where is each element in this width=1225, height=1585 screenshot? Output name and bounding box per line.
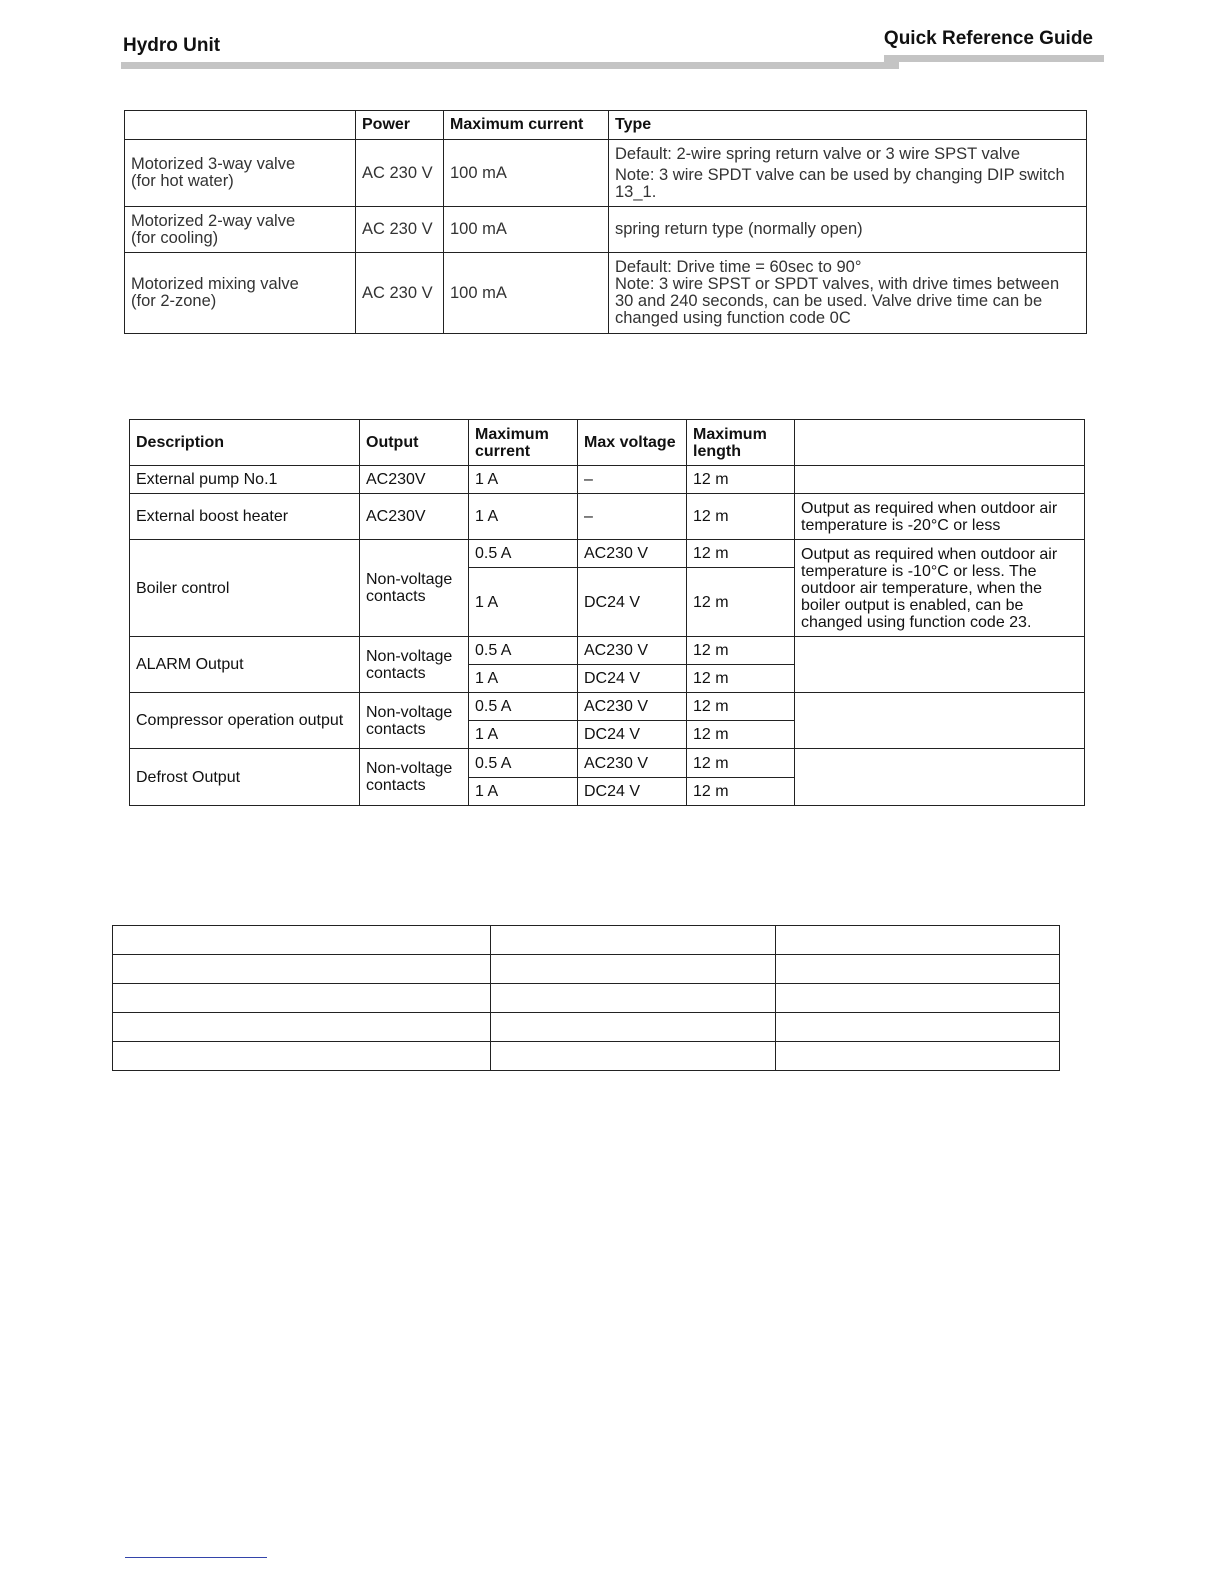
empty-cell [113, 984, 491, 1013]
voltage-cell: DC24 V [578, 721, 687, 749]
current-cell: 1 A [469, 466, 578, 494]
valve-name-cell [125, 253, 356, 334]
header-cell-description: Description [130, 420, 360, 466]
empty-cell [113, 955, 491, 984]
note-cell [795, 749, 1085, 806]
length-cell: 12 m [687, 568, 795, 637]
table-row [130, 540, 1085, 568]
voltage-cell: DC24 V [578, 778, 687, 806]
valve-purpose: (for 2-zone) [131, 292, 217, 310]
length-cell: 12 m [687, 721, 795, 749]
length-cell: 12 m [687, 778, 795, 806]
length-cell: 12 m [687, 665, 795, 693]
header-cell-max-length: Maximum length [687, 420, 795, 466]
valve-purpose: (for hot water) [131, 172, 234, 190]
valve-purpose: (for cooling) [131, 228, 219, 247]
table-row [130, 693, 1085, 721]
valve-name-cell [125, 207, 356, 253]
current-cell: 1 A [469, 568, 578, 637]
current-cell: 1 A [469, 721, 578, 749]
power-cell: AC 230 V [356, 253, 444, 334]
empty-cell [113, 926, 491, 955]
description-cell: External boost heater [130, 494, 360, 540]
table-row [113, 926, 1060, 955]
empty-table [112, 925, 1060, 1071]
voltage-cell: AC230 V [578, 693, 687, 721]
current-cell: 100 mA [444, 253, 609, 334]
type-default: Default: 2-wire spring return valve or 3 wire SPST valve [615, 144, 1021, 163]
current-cell: 0.5 A [469, 693, 578, 721]
header-rule [121, 62, 884, 69]
empty-cell [776, 984, 1060, 1013]
length-cell: 12 m [687, 749, 795, 778]
length-cell: 12 m [687, 693, 795, 721]
voltage-cell: AC230 V [578, 540, 687, 568]
output-cell: Non-voltage contacts [360, 693, 469, 749]
power-cell: AC 230 V [356, 140, 444, 207]
note-cell: Output as required when outdoor air temperature is -10°C or less. The outdoor air temperature, when the boiler output is enabled, can be changed using function code 23. [795, 540, 1085, 637]
header-rule-right [884, 55, 1104, 62]
description-cell: External pump No.1 [130, 466, 360, 494]
current-cell: 100 mA [444, 207, 609, 253]
output-cell: AC230V [360, 494, 469, 540]
type-note: Note: 3 wire SPST or SPDT valves, with drive times between 30 and 240 seconds, can be used. Valve drive time can be changed using function code 0C [615, 275, 1060, 327]
table-row [125, 207, 1087, 253]
length-cell: 12 m [687, 637, 795, 665]
voltage-cell: AC230 V [578, 749, 687, 778]
description-cell: Compressor operation output [130, 693, 360, 749]
header-cell-notes [795, 420, 1085, 466]
voltage-cell: AC230 V [578, 637, 687, 665]
valve-name-cell [125, 140, 356, 207]
current-cell: 0.5 A [469, 637, 578, 665]
voltage-cell: – [578, 494, 687, 540]
table-row [113, 1042, 1060, 1071]
output-cell: Non-voltage contacts [360, 749, 469, 806]
description-cell: Defrost Output [130, 749, 360, 806]
empty-cell [776, 1013, 1060, 1042]
header-left-title: Hydro Unit [123, 35, 221, 56]
empty-cell [491, 1013, 776, 1042]
output-cell: Non-voltage contacts [360, 540, 469, 637]
empty-cell [491, 926, 776, 955]
table-row [130, 637, 1085, 665]
note-cell [795, 637, 1085, 693]
empty-cell [113, 1042, 491, 1071]
footnote-rule [125, 1557, 267, 1558]
header-cell-type: Type [609, 111, 1087, 140]
type-default: Default: Drive time = 60sec to 90° [615, 258, 862, 276]
current-cell: 1 A [469, 778, 578, 806]
header-cell-blank [125, 111, 356, 140]
note-cell: Output as required when outdoor air temperature is -20°C or less [795, 494, 1085, 540]
voltage-cell: DC24 V [578, 568, 687, 637]
header-right-title: Quick Reference Guide [883, 28, 1093, 49]
length-cell: 12 m [687, 540, 795, 568]
output-cell: Non-voltage contacts [360, 637, 469, 693]
table-row [113, 984, 1060, 1013]
empty-cell [776, 955, 1060, 984]
current-cell: 100 mA [444, 140, 609, 207]
type-note: Note: 3 wire SPDT valve can be used by changing DIP switch 13_1. [615, 165, 1065, 201]
length-cell: 12 m [687, 494, 795, 540]
empty-cell [776, 1042, 1060, 1071]
valve-name: Motorized 3-way valve [131, 155, 296, 173]
table-header-row [130, 420, 1085, 466]
current-cell: 0.5 A [469, 540, 578, 568]
empty-cell [776, 926, 1060, 955]
empty-cell [491, 984, 776, 1013]
outputs-table [129, 419, 1085, 806]
voltage-cell: DC24 V [578, 665, 687, 693]
power-cell: AC 230 V [356, 207, 444, 253]
voltage-cell: – [578, 466, 687, 494]
table-header-row [125, 111, 1087, 140]
type-cell [609, 253, 1087, 334]
current-cell: 1 A [469, 494, 578, 540]
valves-table [124, 110, 1087, 334]
description-cell: ALARM Output [130, 637, 360, 693]
table-row [130, 494, 1085, 540]
note-cell [795, 466, 1085, 494]
header-cell-output: Output [360, 420, 469, 466]
table-row [125, 140, 1087, 207]
output-cell: AC230V [360, 466, 469, 494]
empty-cell [491, 955, 776, 984]
current-cell: 1 A [469, 665, 578, 693]
type-cell: spring return type (normally open) [609, 207, 1087, 253]
type-cell [609, 140, 1087, 207]
empty-cell [113, 1013, 491, 1042]
length-cell: 12 m [687, 466, 795, 494]
header-cell-power: Power [356, 111, 444, 140]
valve-name: Motorized 2-way valve [131, 211, 296, 230]
header-cell-max-current: Maximum current [469, 420, 578, 466]
description-cell: Boiler control [130, 540, 360, 637]
current-cell: 0.5 A [469, 749, 578, 778]
header-cell-max-current: Maximum current [444, 111, 609, 140]
table-row [113, 955, 1060, 984]
table-row [130, 466, 1085, 494]
table-row [125, 253, 1087, 334]
header-cell-max-voltage: Max voltage [578, 420, 687, 466]
table-row [130, 749, 1085, 778]
note-cell [795, 693, 1085, 749]
table-row [113, 1013, 1060, 1042]
empty-cell [491, 1042, 776, 1071]
valve-name: Motorized mixing valve [131, 275, 299, 293]
